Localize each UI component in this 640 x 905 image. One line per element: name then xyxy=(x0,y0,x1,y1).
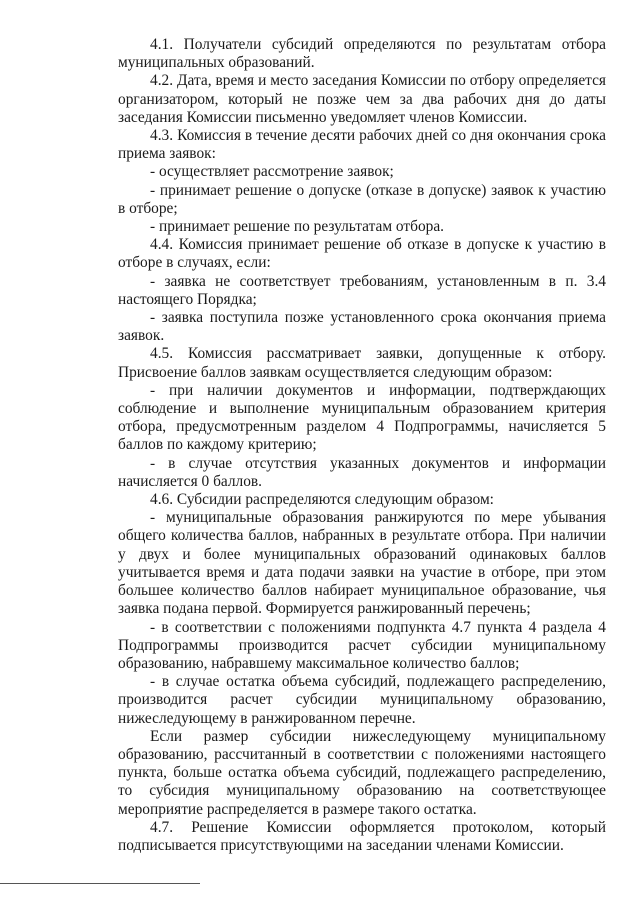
list-item: - в случае остатка объема субсидий, подлежащего распределению, производится расчет субсидии муниципальному образованию, нижеследующему в ранжированном перечне. xyxy=(118,673,606,727)
document-body xyxy=(118,36,606,855)
list-item: - принимает решение по результатам отбора. xyxy=(150,218,445,236)
list-item: - в случае отсутствия указанных документов и информации начисляется 0 баллов. xyxy=(118,454,606,490)
paragraph-4-2: 4.2. Дата, время и место заседания Комиссии по отбору определяется организатором, который не позже чем за два рабочих дня до даты заседания Комиссии письменно уведомляет членов Комиссии. xyxy=(118,72,606,126)
list-item: - при наличии документов и информации, подтверждающих соблюдение и выполнение муниципальным образованием критерия отбора, предусмотренным разделом 4 Подпрограммы, начисляется 5 баллов по каждому критерию; xyxy=(118,381,606,454)
list-item: - заявка поступила позже установленного срока окончания приема заявок. xyxy=(118,309,606,345)
paragraph-remainder: Если размер субсидии нижеследующему муниципальному образованию, рассчитанный в соответствии с положениями настоящего пункта, больше остатка объема субсидий, подлежащего распределению, то субсидия муниципальному образованию на соответствующее мероприятие распределяется в размере такого остатка. xyxy=(118,727,606,818)
list-item: - заявка не соответствует требованиям, установленным в п. 3.4 настоящего Порядка; xyxy=(118,272,606,308)
paragraph-4-1: 4.1. Получатели субсидий определяются по результатам отбора муниципальных образований. xyxy=(118,36,606,72)
list-item: - осуществляет рассмотрение заявок; xyxy=(150,163,394,181)
footnote-divider xyxy=(0,883,200,884)
paragraph-4-4: 4.4. Комиссия принимает решение об отказе в допуске к участию в отборе в случаях, если: xyxy=(118,236,606,272)
paragraph-4-7: 4.7. Решение Комиссии оформляется протоколом, который подписывается присутствующими на заседании членами Комиссии. xyxy=(118,818,606,854)
list-item: - принимает решение о допуске (отказе в допуске) заявок к участию в отборе; xyxy=(118,181,606,217)
paragraph-4-6: 4.6. Субсидии распределяются следующим образом: xyxy=(150,491,494,509)
list-item: - в соответствии с положениями подпункта 4.7 пункта 4 раздела 4 Подпрограммы производится расчет субсидии муниципальному образованию, набравшему максимальное количество баллов; xyxy=(118,618,606,672)
paragraph-4-3: 4.3. Комиссия в течение десяти рабочих дней со дня окончания срока приема заявок: xyxy=(118,127,606,163)
list-item: - муниципальные образования ранжируются по мере убывания общего количества баллов, набранных в результате отбора. При наличии у двух и более муниципальных образований одинаковых баллов учитывается время и дата подачи заявки на участие в отборе, при этом большее количество баллов набирает муниципальное образование, чья заявка подана первой. Формируется ранжированный перечень; xyxy=(118,509,606,618)
paragraph-4-5: 4.5. Комиссия рассматривает заявки, допущенные к отбору. Присвоение баллов заявкам осуществляется следующим образом: xyxy=(118,345,606,381)
